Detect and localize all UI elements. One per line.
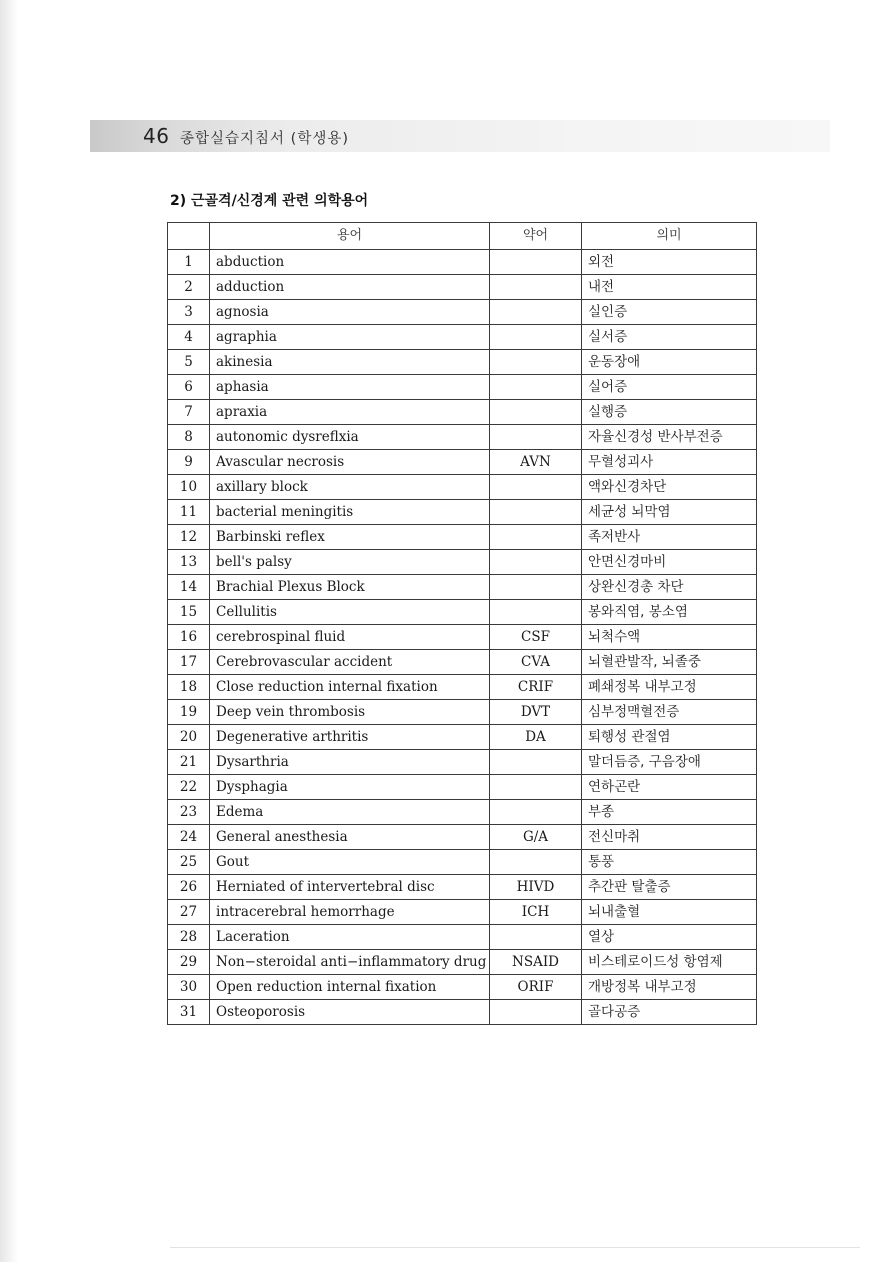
term-cell: agraphia — [210, 325, 490, 350]
row-number: 25 — [168, 850, 210, 875]
term-cell: Dysarthria — [210, 750, 490, 775]
row-number: 30 — [168, 975, 210, 1000]
abbreviation-cell — [490, 325, 582, 350]
term-cell: Close reduction internal fixation — [210, 675, 490, 700]
row-number: 28 — [168, 925, 210, 950]
term-cell: apraxia — [210, 400, 490, 425]
row-number: 3 — [168, 300, 210, 325]
row-number: 6 — [168, 375, 210, 400]
row-number: 24 — [168, 825, 210, 850]
table-row — [168, 975, 757, 1000]
row-number: 27 — [168, 900, 210, 925]
term-cell: bell's palsy — [210, 550, 490, 575]
meaning-cell: 부종 — [582, 800, 757, 825]
meaning-cell: 실서증 — [582, 325, 757, 350]
term-cell: Cellulitis — [210, 600, 490, 625]
abbreviation-cell — [490, 850, 582, 875]
table-row — [168, 1000, 757, 1025]
table-row — [168, 750, 757, 775]
meaning-cell: 내전 — [582, 275, 757, 300]
table-row — [168, 900, 757, 925]
row-number: 1 — [168, 250, 210, 275]
row-number: 31 — [168, 1000, 210, 1025]
abbreviation-cell: AVN — [490, 450, 582, 475]
term-cell: Deep vein thrombosis — [210, 700, 490, 725]
table-row — [168, 650, 757, 675]
row-number: 14 — [168, 575, 210, 600]
term-cell: Degenerative arthritis — [210, 725, 490, 750]
table-row — [168, 275, 757, 300]
section-title: 2) 근골격/신경계 관련 의학용어 — [170, 193, 369, 209]
table-row — [168, 600, 757, 625]
row-number: 15 — [168, 600, 210, 625]
term-cell: Dysphagia — [210, 775, 490, 800]
term-cell: abduction — [210, 250, 490, 275]
term-cell: Cerebrovascular accident — [210, 650, 490, 675]
table-row — [168, 525, 757, 550]
abbreviation-cell: CRIF — [490, 675, 582, 700]
row-number: 7 — [168, 400, 210, 425]
meaning-cell: 뇌혈관발작, 뇌졸중 — [582, 650, 757, 675]
meaning-cell: 추간판 탈출증 — [582, 875, 757, 900]
abbreviation-cell: CVA — [490, 650, 582, 675]
row-number: 5 — [168, 350, 210, 375]
abbreviation-cell — [490, 750, 582, 775]
row-number: 4 — [168, 325, 210, 350]
term-cell: Non−steroidal anti−inflammatory drug — [210, 950, 490, 975]
row-number: 19 — [168, 700, 210, 725]
table-row — [168, 250, 757, 275]
table-row — [168, 575, 757, 600]
abbreviation-cell — [490, 475, 582, 500]
abbreviation-cell: DVT — [490, 700, 582, 725]
abbreviation-cell — [490, 400, 582, 425]
table-row — [168, 450, 757, 475]
abbreviation-cell — [490, 550, 582, 575]
abbreviation-cell — [490, 300, 582, 325]
meaning-cell: 개방정복 내부고정 — [582, 975, 757, 1000]
meaning-cell: 말더듬증, 구음장애 — [582, 750, 757, 775]
meaning-cell: 봉와직염, 봉소염 — [582, 600, 757, 625]
table-row — [168, 675, 757, 700]
term-cell: Brachial Plexus Block — [210, 575, 490, 600]
term-cell: intracerebral hemorrhage — [210, 900, 490, 925]
meaning-cell: 퇴행성 관절염 — [582, 725, 757, 750]
term-cell: Laceration — [210, 925, 490, 950]
meaning-cell: 실인증 — [582, 300, 757, 325]
meaning-cell: 족저반사 — [582, 525, 757, 550]
table-body — [168, 250, 757, 1025]
term-cell: Barbinski reflex — [210, 525, 490, 550]
abbreviation-cell: NSAID — [490, 950, 582, 975]
meaning-cell: 전신마취 — [582, 825, 757, 850]
abbreviation-cell — [490, 250, 582, 275]
abbreviation-cell — [490, 525, 582, 550]
term-cell: bacterial meningitis — [210, 500, 490, 525]
term-cell: Osteoporosis — [210, 1000, 490, 1025]
row-number: 12 — [168, 525, 210, 550]
meaning-cell: 열상 — [582, 925, 757, 950]
table-row — [168, 850, 757, 875]
row-number: 18 — [168, 675, 210, 700]
table-row — [168, 925, 757, 950]
abbreviation-cell — [490, 575, 582, 600]
table-row — [168, 400, 757, 425]
table-row — [168, 800, 757, 825]
table-row — [168, 875, 757, 900]
row-number: 9 — [168, 450, 210, 475]
header-abbreviation: 약어 — [490, 223, 582, 250]
table-row — [168, 375, 757, 400]
meaning-cell: 무혈성괴사 — [582, 450, 757, 475]
abbreviation-cell — [490, 800, 582, 825]
row-number: 20 — [168, 725, 210, 750]
abbreviation-cell: DA — [490, 725, 582, 750]
meaning-cell: 비스테로이드성 항염제 — [582, 950, 757, 975]
abbreviation-cell — [490, 775, 582, 800]
table-row — [168, 300, 757, 325]
table-row — [168, 700, 757, 725]
row-number: 11 — [168, 500, 210, 525]
term-cell: autonomic dysreflxia — [210, 425, 490, 450]
table-row — [168, 775, 757, 800]
abbreviation-cell: ICH — [490, 900, 582, 925]
meaning-cell: 연하곤란 — [582, 775, 757, 800]
meaning-cell: 운동장애 — [582, 350, 757, 375]
meaning-cell: 뇌척수액 — [582, 625, 757, 650]
term-cell: aphasia — [210, 375, 490, 400]
table-row — [168, 325, 757, 350]
table-row — [168, 350, 757, 375]
row-number: 13 — [168, 550, 210, 575]
table-row — [168, 725, 757, 750]
header-meaning: 의미 — [582, 223, 757, 250]
table-row — [168, 425, 757, 450]
abbreviation-cell — [490, 350, 582, 375]
term-cell: Open reduction internal fixation — [210, 975, 490, 1000]
page-number: 46 — [143, 124, 170, 148]
meaning-cell: 실행증 — [582, 400, 757, 425]
row-number: 8 — [168, 425, 210, 450]
meaning-cell: 상완신경총 차단 — [582, 575, 757, 600]
meaning-cell: 세균성 뇌막염 — [582, 500, 757, 525]
meaning-cell: 심부정맥혈전증 — [582, 700, 757, 725]
row-number: 22 — [168, 775, 210, 800]
abbreviation-cell — [490, 275, 582, 300]
abbreviation-cell — [490, 500, 582, 525]
abbreviation-cell — [490, 375, 582, 400]
term-cell: Gout — [210, 850, 490, 875]
meaning-cell: 외전 — [582, 250, 757, 275]
header-term: 용어 — [210, 223, 490, 250]
row-number: 21 — [168, 750, 210, 775]
abbreviation-cell: HIVD — [490, 875, 582, 900]
row-number: 16 — [168, 625, 210, 650]
table-row — [168, 625, 757, 650]
term-cell: Edema — [210, 800, 490, 825]
abbreviation-cell — [490, 1000, 582, 1025]
medical-terms-table — [167, 222, 757, 1025]
term-cell: cerebrospinal fluid — [210, 625, 490, 650]
row-number: 29 — [168, 950, 210, 975]
table-row — [168, 500, 757, 525]
abbreviation-cell — [490, 600, 582, 625]
table-row — [168, 950, 757, 975]
row-number: 26 — [168, 875, 210, 900]
meaning-cell: 안면신경마비 — [582, 550, 757, 575]
term-cell: akinesia — [210, 350, 490, 375]
row-number: 23 — [168, 800, 210, 825]
meaning-cell: 실어증 — [582, 375, 757, 400]
term-cell: Avascular necrosis — [210, 450, 490, 475]
table-row — [168, 825, 757, 850]
scan-edge-shadow — [0, 0, 18, 1262]
table-row — [168, 550, 757, 575]
abbreviation-cell: G/A — [490, 825, 582, 850]
meaning-cell: 폐쇄정복 내부고정 — [582, 675, 757, 700]
header-number — [168, 223, 210, 250]
running-title: 종합실습지침서 (학생용) — [180, 131, 349, 147]
term-cell: agnosia — [210, 300, 490, 325]
meaning-cell: 자율신경성 반사부전증 — [582, 425, 757, 450]
table-row — [168, 475, 757, 500]
term-cell: adduction — [210, 275, 490, 300]
abbreviation-cell — [490, 925, 582, 950]
page-bottom-rule — [170, 1247, 860, 1248]
row-number: 10 — [168, 475, 210, 500]
row-number: 17 — [168, 650, 210, 675]
meaning-cell: 뇌내출혈 — [582, 900, 757, 925]
abbreviation-cell — [490, 425, 582, 450]
term-cell: General anesthesia — [210, 825, 490, 850]
abbreviation-cell: CSF — [490, 625, 582, 650]
table-header-row — [168, 223, 757, 250]
meaning-cell: 골다공증 — [582, 1000, 757, 1025]
term-cell: Herniated of intervertebral disc — [210, 875, 490, 900]
abbreviation-cell: ORIF — [490, 975, 582, 1000]
meaning-cell: 통풍 — [582, 850, 757, 875]
row-number: 2 — [168, 275, 210, 300]
meaning-cell: 액와신경차단 — [582, 475, 757, 500]
term-cell: axillary block — [210, 475, 490, 500]
